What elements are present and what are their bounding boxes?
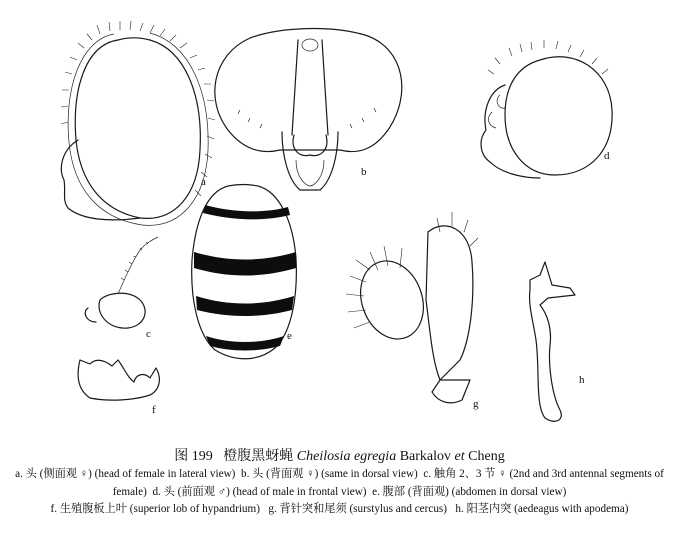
legend-item-f: f. 生殖腹板上叶 (superior lob of hypandrium)	[50, 503, 260, 515]
drawing-d-head-frontal	[481, 40, 612, 178]
panel-label-f: f	[152, 404, 156, 416]
caption-species-name: Cheilosia egregia	[296, 449, 397, 464]
legend-item-d: d. 头 (前面观 ♂) (head of male in frontal view)	[152, 485, 367, 498]
drawing-g-surstylus-cercus	[346, 212, 478, 403]
panel-label-e: e	[287, 330, 292, 342]
drawing-c-antenna	[85, 237, 158, 328]
drawing-a-head-lateral	[61, 21, 215, 225]
legend-item-b: b. 头 (背面观 ♀) (same in dorsal view)	[240, 468, 418, 480]
figure-caption-title	[0, 445, 679, 465]
panel-label-a: a	[201, 176, 206, 188]
figure-legend	[8, 466, 671, 519]
caption-figure-number: 图 199	[174, 449, 213, 464]
panel-label-g: g	[473, 398, 479, 410]
drawing-b-head-dorsal	[215, 29, 402, 190]
legend-item-g: g. 背针突和尾须 (surstylus and cercus)	[268, 503, 448, 515]
caption-author2: Cheng	[468, 449, 505, 464]
drawing-f-hypandrium-lobe	[78, 360, 159, 400]
panel-label-c: c	[146, 328, 151, 340]
drawing-h-aedeagus	[530, 262, 575, 421]
legend-item-h: h. 阳茎内突 (aedeagus with apodema)	[455, 503, 629, 515]
legend-item-e: e. 腹部 (背面观) (abdomen in dorsal view)	[372, 485, 567, 498]
panel-label-d: d	[604, 150, 610, 162]
caption-chinese-name: 橙腹黑蚜蝇	[223, 449, 294, 464]
caption-author: Barkalov	[399, 449, 452, 464]
legend-item-c: c. 触角 2、3 节 ♀ (2nd and 3rd antennal segments of female)	[112, 468, 664, 498]
panel-label-h: h	[579, 374, 585, 386]
legend-item-a: a. 头 (侧面观 ♀) (head of female in lateral view)	[15, 468, 236, 480]
drawing-e-abdomen	[192, 185, 297, 359]
caption-et: et	[454, 449, 465, 464]
panel-label-b: b	[361, 166, 367, 178]
